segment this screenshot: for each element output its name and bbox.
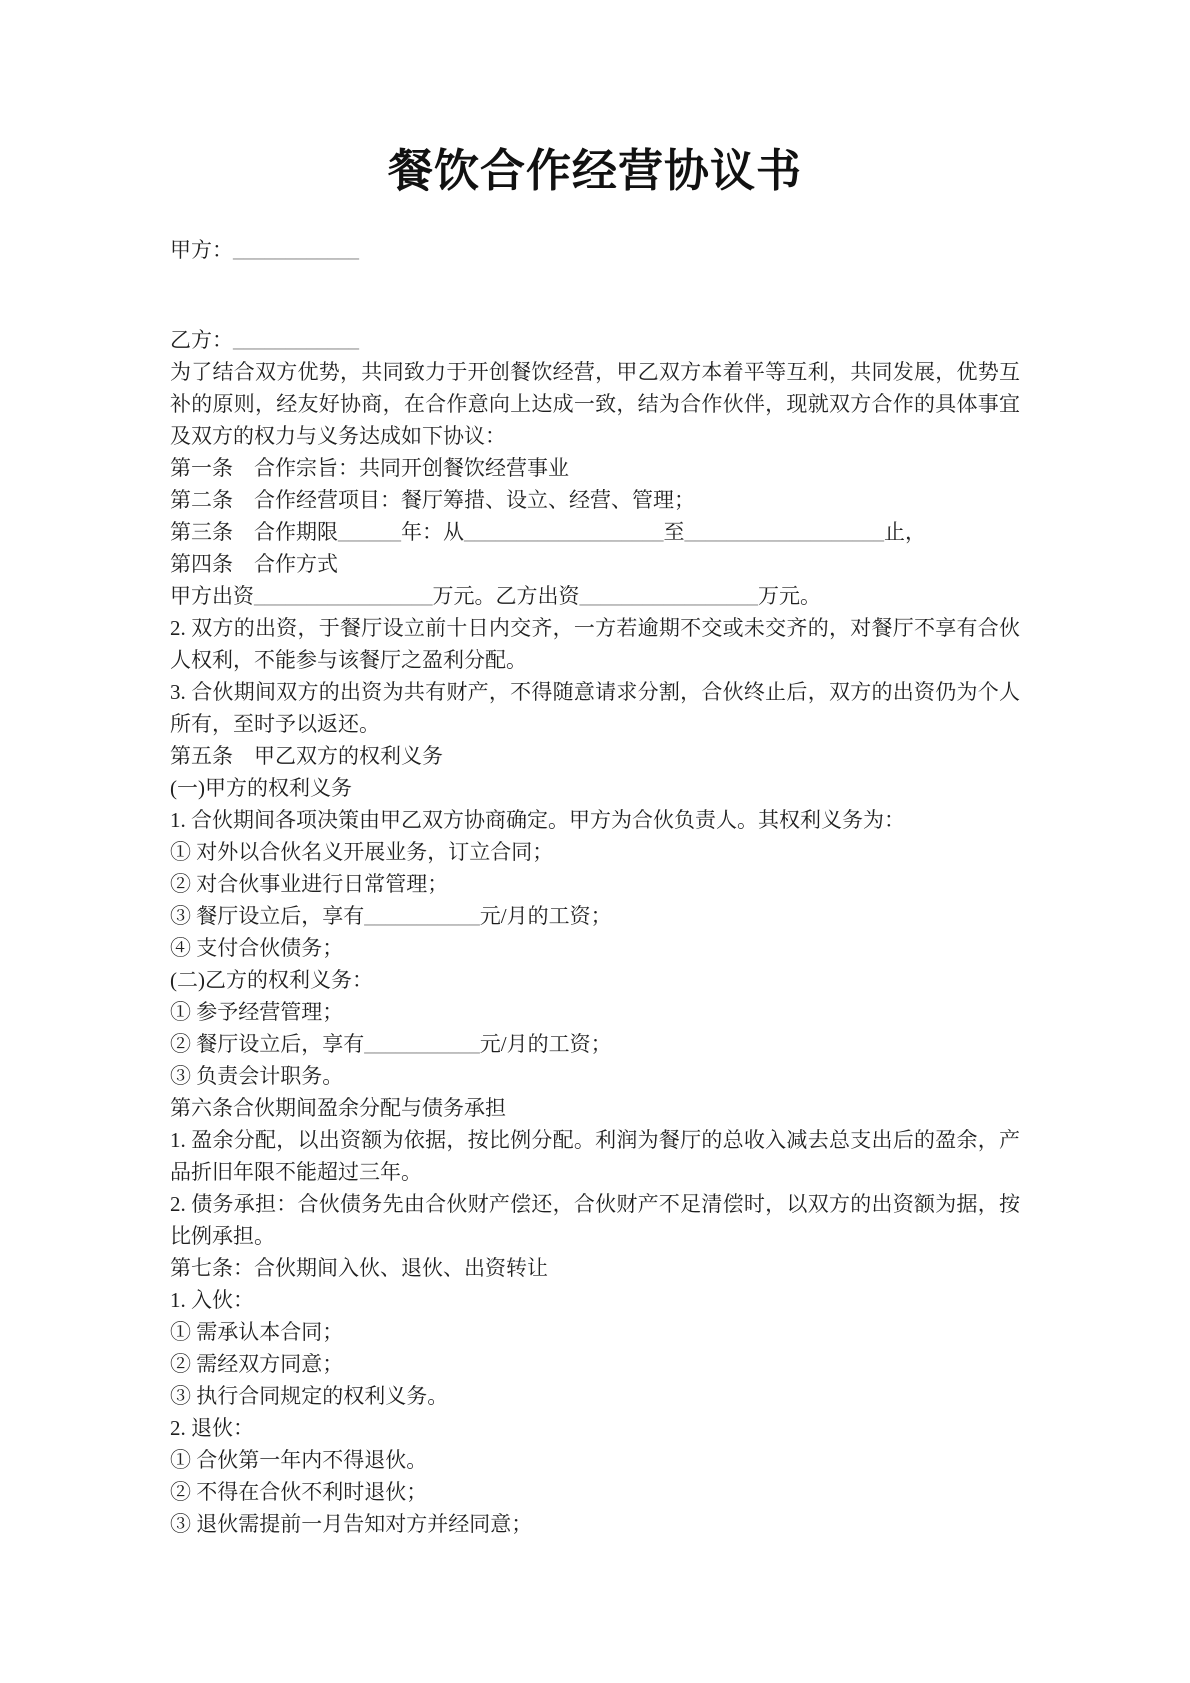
doc-line: ③ 负责会计职务。: [170, 1064, 344, 1088]
fill-in-blank: ___________________: [684, 520, 884, 544]
fill-in-blank: ___________________: [464, 520, 664, 544]
doc-line: 第二条 合作经营项目：餐厅筹措、设立、经营、管理；: [170, 488, 695, 512]
doc-line: ① 参予经营管理；: [170, 1000, 344, 1024]
doc-line: 2. 双方的出资，于餐厅设立前十日内交齐，一方若逾期不交或未交齐的，对餐厅不享有合伙人权利，不能参与该餐厅之盈利分配。: [170, 616, 1020, 672]
fill-in-blank: ______: [338, 520, 401, 544]
doc-line: ① 需承认本合同；: [170, 1320, 344, 1344]
doc-line: ① 合伙第一年内不得退伙。: [170, 1448, 428, 1472]
doc-line: ② 不得在合伙不利时退伙；: [170, 1480, 428, 1504]
doc-line: 第三条 合作期限______年：从___________________至___________________止，: [170, 520, 926, 544]
doc-line: 1. 合伙期间各项决策由甲乙双方协商确定。甲方为合伙负责人。其权利义务为：: [170, 808, 905, 832]
fill-in-blank: ___________: [364, 904, 480, 928]
doc-line: (二)乙方的权利义务：: [170, 968, 373, 992]
doc-line: 2. 退伙：: [170, 1416, 254, 1440]
doc-line: ③ 餐厅设立后，享有___________元/月的工资；: [170, 904, 612, 928]
document-body: [170, 356, 1020, 1540]
doc-line: 为了结合双方优势，共同致力于开创餐饮经营，甲乙双方本着平等互利，共同发展，优势互补的原则，经友好协商，在合作意向上达成一致，结为合作伙伴，现就双方合作的具体事宜及双方的权力与义务达成如下协议：: [170, 360, 1020, 448]
document-title: 餐饮合作经营协议书: [387, 146, 802, 196]
doc-line: 第五条 甲乙双方的权利义务: [170, 744, 443, 768]
doc-line: 甲方出资_________________万元。乙方出资_________________万元。: [170, 584, 821, 608]
doc-line: 1. 盈余分配，以出资额为依据，按比例分配。利润为餐厅的总收入减去总支出后的盈余，产品折旧年限不能超过三年。: [170, 1128, 1020, 1184]
doc-line: (一)甲方的权利义务: [170, 776, 352, 800]
doc-line: 第六条合伙期间盈余分配与债务承担: [170, 1096, 506, 1120]
doc-line: 第一条 合作宗旨：共同开创餐饮经营事业: [170, 456, 569, 480]
doc-line: 2. 债务承担：合伙债务先由合伙财产偿还，合伙财产不足清偿时，以双方的出资额为据，按比例承担。: [170, 1192, 1020, 1248]
doc-line: ① 对外以合伙名义开展业务，订立合同；: [170, 840, 554, 864]
doc-line: ② 餐厅设立后，享有___________元/月的工资；: [170, 1032, 612, 1056]
fill-in-blank: ___________: [364, 1032, 480, 1056]
blank-space: [170, 266, 1020, 324]
fill-in-blank: ____________: [233, 328, 359, 352]
doc-line: ④ 支付合伙债务；: [170, 936, 344, 960]
doc-line: ③ 退伙需提前一月告知对方并经同意；: [170, 1512, 533, 1536]
party-a-line: 甲方：____________: [170, 238, 359, 262]
doc-line: ② 需经双方同意；: [170, 1352, 344, 1376]
fill-in-blank: _________________: [254, 584, 433, 608]
fill-in-blank: _________________: [579, 584, 758, 608]
fill-in-blank: ____________: [233, 238, 359, 262]
doc-line: 3. 合伙期间双方的出资为共有财产，不得随意请求分割，合伙终止后，双方的出资仍为个人所有，至时予以返还。: [170, 680, 1020, 736]
doc-line: ③ 执行合同规定的权利义务。: [170, 1384, 449, 1408]
party-b-line: 乙方：____________: [170, 328, 359, 352]
doc-line: 第七条：合伙期间入伙、退伙、出资转让: [170, 1256, 548, 1280]
doc-line: ② 对合伙事业进行日常管理；: [170, 872, 449, 896]
doc-line: 第四条 合作方式: [170, 552, 338, 576]
doc-line: 1. 入伙：: [170, 1288, 254, 1312]
